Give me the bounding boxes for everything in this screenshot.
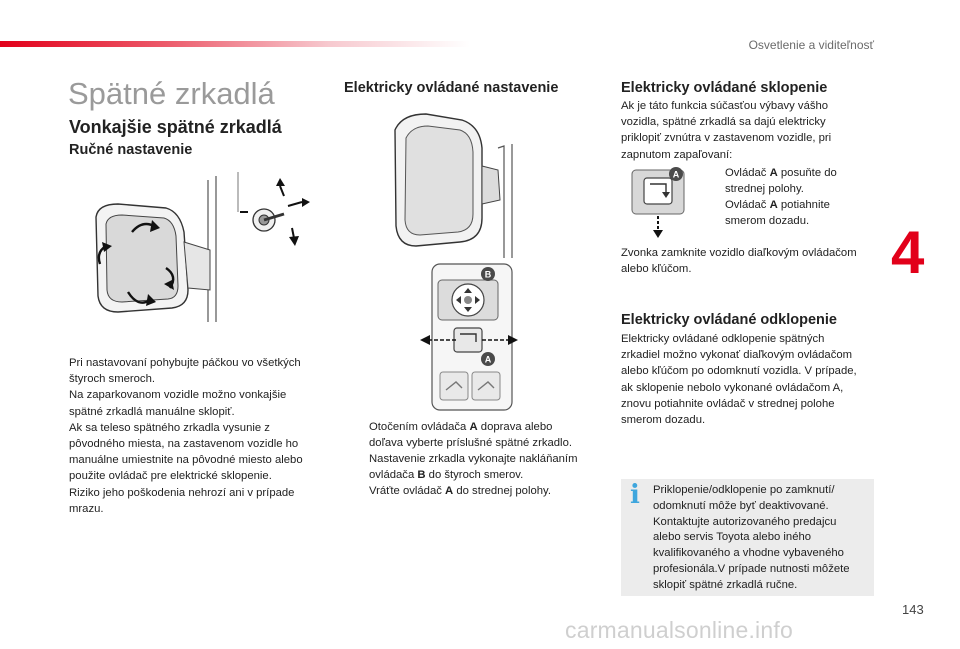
bullet-return-center: Vráťte ovládač A do strednej polohy. — [369, 485, 551, 497]
label-a: A — [484, 354, 492, 365]
electric-mirror-illustration — [390, 108, 570, 258]
subtitle-exterior-mirrors: Vonkajšie spätné zrkadlá — [69, 117, 282, 137]
fold-outside-text: Zvonka zamknite vozidlo diaľkovým ovládačom alebo kľúčom. — [621, 247, 857, 276]
unfold-text: Elektricky ovládané odklopenie spätných zrkadiel možno vykonať diaľkovým ovládačom alebo kľúčom po odomknutí vozidla. V prípade, ak sklopenie nebolo vykonané ovládačom A, znovu potiahnite ovládač v strednej polohe smerom dozadu. — [621, 333, 857, 427]
fold-label-a: A — [672, 169, 680, 180]
heading-electric-adjust: Elektricky ovládané nastavenie — [344, 80, 559, 96]
fold-control-illustration — [630, 166, 690, 241]
info-icon: i — [630, 480, 640, 510]
manual-adjust-text: Pri nastavovaní pohybujte páčkou vo všetkých štyroch smeroch. Na zaparkovanom vozidle možno vonkajšie spätné zrkadlá manuálne sklopiť. Ak sa teleso spätného zrkadla vysunie z pôvodného miesta, na zastavenom vozidle ho manuálne umiestnite na pôvodné miesto alebo použite ovládač pre elektrické sklopenie. Riziko jeho poškodenia nehrozí ani v prípade mrazu. — [69, 357, 303, 515]
page-title: Spätné zrkadlá — [68, 76, 275, 111]
label-b: B — [484, 269, 492, 280]
manual-mirror-illustration — [88, 172, 328, 322]
section-title: Osvetlenie a viditeľnosť — [748, 38, 874, 52]
page-number: 143 — [902, 602, 924, 617]
chapter-number: 4 — [891, 219, 925, 286]
fold-intro-text: Ak je táto funkcia súčasťou výbavy vášho vozidla, spätné zrkadlá sa dajú elektricky priklopiť zvnútra v zastavenom vozidle, pri zapnutom zapaľovaní: — [621, 100, 832, 161]
heading-manual-adjust: Ručné nastavenie — [69, 142, 193, 158]
header-accent-bar — [0, 41, 470, 47]
fold-bullet-pull: Ovládač A potiahnite smerom dozadu. — [725, 199, 830, 227]
bullet-select-mirror: Otočením ovládača A doprava alebo doľava vyberte príslušné spätné zrkadlo. — [369, 421, 572, 449]
fold-bullet-center: Ovládač A posuňte do strednej polohy. — [725, 167, 837, 195]
watermark: carmanualsonline.info — [565, 617, 793, 643]
heading-electric-unfold: Elektricky ovládané odklopenie — [621, 312, 837, 328]
info-note-text: Priklopenie/odklopenie po zamknutí/ odomknutí môže byť deaktivované. Kontaktujte autorizovaného predajcu alebo servis Toyota alebo iného kvalifikovaného a vhodne vybaveného profesionála.V prípade nutnosti môžete sklopiť spätné zrkadlá ručne. — [653, 484, 850, 591]
heading-electric-fold: Elektricky ovládané sklopenie — [621, 80, 828, 96]
mirror-control-panel — [426, 262, 526, 412]
bullet-tilt-control: Nastavenie zrkadla vykonajte nakláňaním ovládača B do štyroch smerov. — [369, 453, 578, 481]
